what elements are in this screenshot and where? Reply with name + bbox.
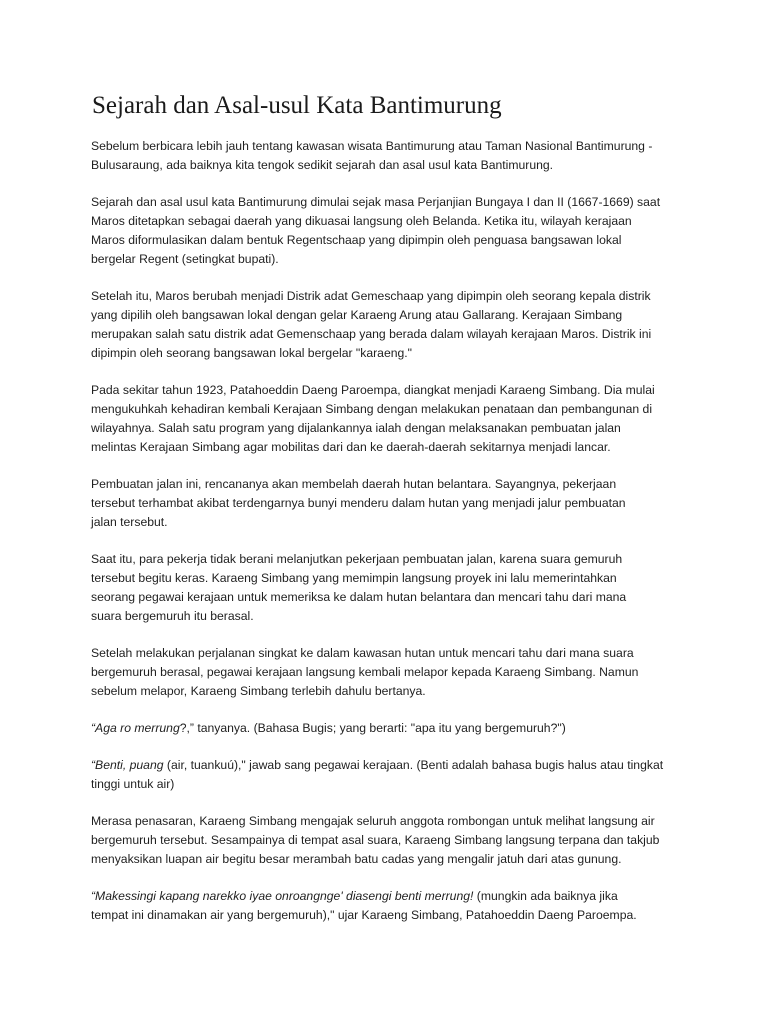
quote-italic: “Aga ro merrung (91, 721, 180, 735)
paragraph-road (91, 475, 681, 532)
paragraph-line: Maros ditetapkan sebagai daerah yang dikuasai langsung oleh Belanda. Ketika itu, wilayah kerajaan (91, 214, 632, 228)
quote-normal: (air, tuankuú)," jawab sang pegawai kerajaan. (Benti adalah bahasa bugis halus atau tingkat (163, 758, 664, 772)
paragraph-line: seorang pegawai kerajaan untuk memeriksa ke dalam hutan belantara dan mencari tahu dari mana (91, 590, 627, 604)
paragraph-history (91, 193, 681, 269)
paragraph-line: Bulusaraung, ada baiknya kita tengok sedikit sejarah dan asal usul kata Bantimurung. (91, 158, 554, 172)
quote-italic: “Benti, puang (91, 758, 164, 772)
article-body (91, 137, 681, 943)
paragraph-naming-quote (91, 887, 681, 925)
quote-normal: (mungkin ada baiknya jika (473, 889, 618, 903)
paragraph-intro (91, 137, 681, 175)
paragraph-line: sebelum melapor, Karaeng Simbang terlebih dahulu bertanya. (91, 684, 426, 698)
paragraph-line: Pada sekitar tahun 1923, Patahoeddin Daeng Paroempa, diangkat menjadi Karaeng Simbang. Dia mulai (91, 383, 655, 397)
paragraph-line: Merasa penasaran, Karaeng Simbang mengajak seluruh anggota rombongan untuk melihat langsung air (91, 814, 655, 828)
paragraph-line: tersebut begitu keras. Karaeng Simbang yang memimpin langsung proyek ini lalu memerintahkan (91, 571, 617, 585)
paragraph-district (91, 287, 681, 363)
paragraph-report (91, 644, 681, 701)
paragraph-workers (91, 550, 681, 626)
page-title: Sejarah dan Asal-usul Kata Bantimurung (92, 92, 502, 119)
paragraph-line: Setelah itu, Maros berubah menjadi Distrik adat Gemeschaap yang dipimpin oleh seorang kepala distrik (91, 289, 651, 303)
paragraph-1923 (91, 381, 681, 457)
paragraph-quote-answer (91, 756, 681, 794)
paragraph-line: dipimpin oleh seorang bangsawan lokal bergelar "karaeng." (91, 346, 412, 360)
paragraph-line: wilayahnya. Salah satu program yang dijalankannya ialah dengan melaksanakan pembuatan jalan (91, 421, 621, 435)
paragraph-line: jalan tersebut. (91, 515, 168, 529)
paragraph-line: mengukuhkah kehadiran kembali Kerajaan Simbang dengan melakukan penataan dan pembangunan di (91, 402, 653, 416)
paragraph-line: suara bergemuruh itu berasal. (91, 609, 254, 623)
paragraph-line: menyaksikan luapan air begitu besar merambah batu cadas yang mengalir jatuh dari atas gunung. (91, 852, 622, 866)
paragraph-line: yang dipilih oleh bangsawan lokal dengan gelar Karaeng Arung atau Gallarang. Kerajaan Simbang (91, 308, 623, 322)
paragraph-line: Pembuatan jalan ini, rencananya akan membelah daerah hutan belantara. Sayangnya, pekerjaan (91, 477, 617, 491)
paragraph-line: Maros diformulasikan dalam bentuk Regentschaap yang dipimpin oleh penguasa bangsawan lokal (91, 233, 622, 247)
paragraph-line: tinggi untuk air) (91, 777, 175, 791)
quote-italic: “Makessingi kapang narekko iyae onroangnge' diasengi benti merrung! (91, 889, 474, 903)
paragraph-line: Saat itu, para pekerja tidak berani melanjutkan pekerjaan pembuatan jalan, karena suara gemuruh (91, 552, 623, 566)
paragraph-line: Setelah melakukan perjalanan singkat ke dalam kawasan hutan untuk mencari tahu dari mana suara (91, 646, 634, 660)
paragraph-line: merupakan salah satu distrik adat Gemenschaap yang berada dalam wilayah kerajaan Maros. Distrik ini (91, 327, 652, 341)
paragraph-line: tersebut terhambat akibat terdengarnya bunyi menderu dalam hutan yang menjadi jalur pembuatan (91, 496, 626, 510)
paragraph-line: tempat ini dinamakan air yang bergemuruh)," ujar Karaeng Simbang, Patahoeddin Daeng Paroempa. (91, 908, 637, 922)
paragraph-line: bergemuruh tersebut. Sesampainya di tempat asal suara, Karaeng Simbang langsung terpana dan takjub (91, 833, 660, 847)
paragraph-waterfall (91, 812, 681, 869)
quote-normal: ?,” tanyanya. (Bahasa Bugis; yang berarti: "apa itu yang bergemuruh?") (179, 721, 566, 735)
paragraph-line: Sejarah dan asal usul kata Bantimurung dimulai sejak masa Perjanjian Bungaya I dan II (1667-1669) saat (91, 195, 661, 209)
paragraph-quote-question (91, 719, 681, 738)
paragraph-line: bergelar Regent (setingkat bupati). (91, 252, 279, 266)
paragraph-line: bergemuruh berasal, pegawai kerajaan langsung kembali melapor kepada Karaeng Simbang. Namun (91, 665, 639, 679)
paragraph-line: melintas Kerajaan Simbang agar mobilitas dari dan ke daerah-daerah sekitarnya menjadi lancar. (91, 440, 611, 454)
paragraph-line: Sebelum berbicara lebih jauh tentang kawasan wisata Bantimurung atau Taman Nasional Bantimurung - (91, 139, 653, 153)
